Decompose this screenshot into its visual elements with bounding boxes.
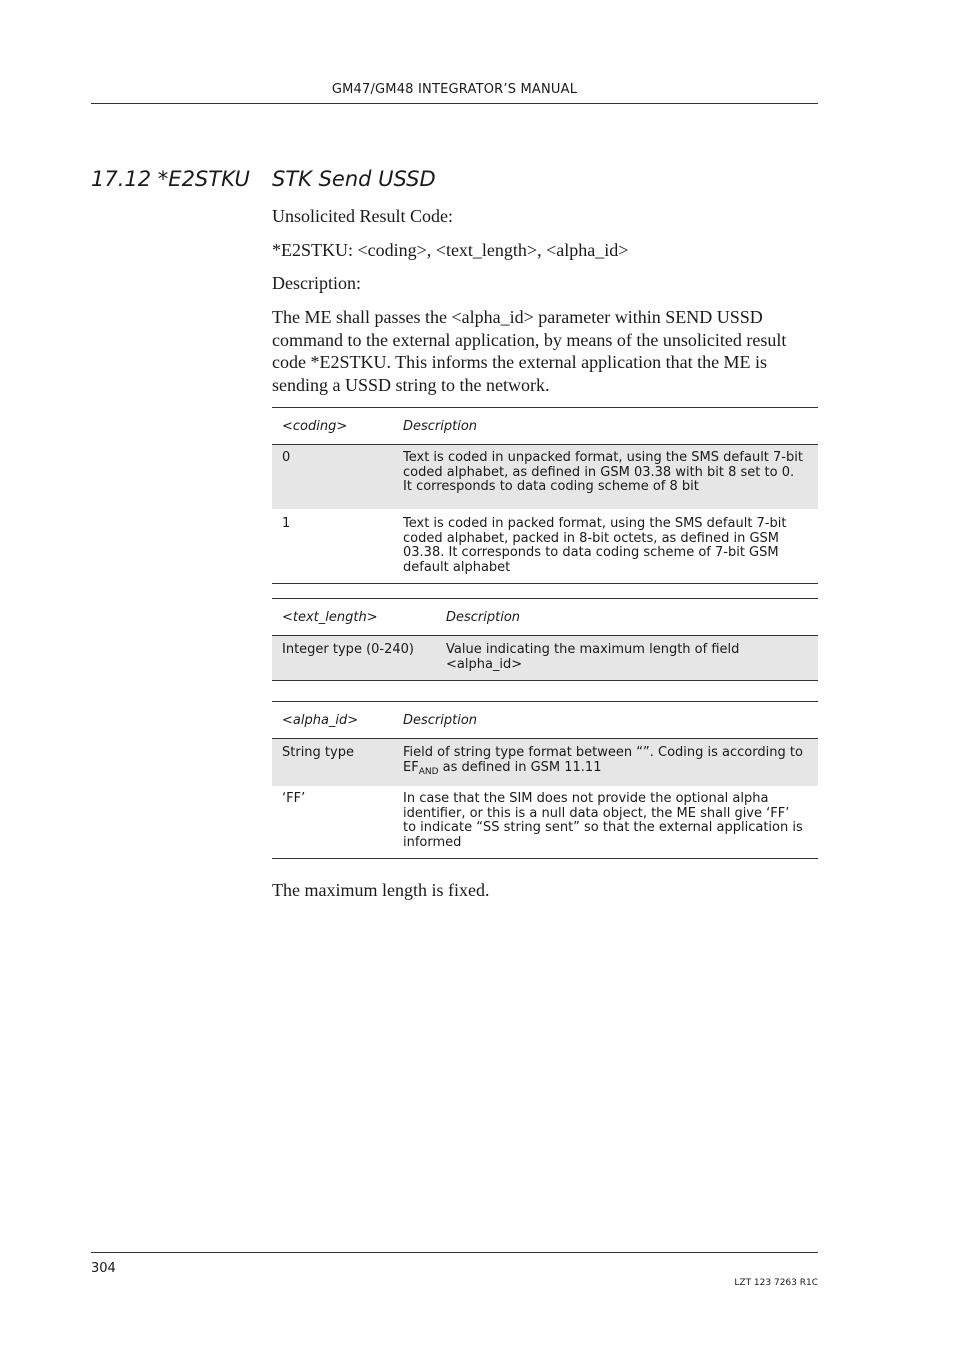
- alpha-id-table: [272, 701, 818, 859]
- document-id: LZT 123 7263 R1C: [734, 1278, 818, 1288]
- cell-value: 1: [282, 516, 291, 531]
- text-length-table: [272, 598, 818, 681]
- running-header: GM47/GM48 INTEGRATOR’S MANUAL: [331, 82, 578, 97]
- header-description: Description: [403, 712, 478, 728]
- cell-value: 0: [282, 450, 291, 465]
- table-row: [272, 636, 818, 680]
- cell-value: Integer type (0-240): [282, 642, 414, 657]
- header-param: <alpha_id>: [282, 712, 359, 728]
- urc-label: Unsolicited Result Code:: [272, 206, 453, 226]
- description-paragraph: The ME shall passes the <alpha_id> parameter within SEND USSD command to the external application, by means of the unsolicited result code *E2STKU. This informs the external application that the ME is sending a USSD string to the network.: [272, 307, 787, 395]
- cell-value: String type: [282, 745, 354, 760]
- ef-subscript: AND: [418, 766, 439, 777]
- description-label: Description:: [272, 273, 361, 293]
- header-description: Description: [403, 418, 478, 434]
- table-row: [272, 445, 818, 509]
- table-header: [272, 702, 818, 739]
- table-row: [272, 739, 818, 786]
- header-description: Description: [446, 609, 521, 625]
- table-header: [272, 599, 818, 636]
- table-row: [272, 509, 818, 583]
- page-number: 304: [91, 1261, 116, 1276]
- header-rule: [91, 103, 818, 104]
- header-param: <text_length>: [282, 609, 378, 625]
- section-number: 17.12 *E2STKU: [91, 167, 250, 191]
- cell-value: ‘FF’: [282, 791, 306, 806]
- section-title: STK Send USSD: [272, 167, 436, 191]
- closing-paragraph: The maximum length is fixed.: [272, 880, 490, 900]
- cell-description: In case that the SIM does not provide the optional alpha identifier, or this is a null data object, the ME shall give ‘FF’ to indicate “SS string sent” so that the external application is informed: [403, 791, 803, 850]
- cell-description: Text is coded in packed format, using the SMS default 7-bit coded alphabet, packed in 8-bit octets, as defined in GSM 03.38. It corresponds to data coding scheme of 7-bit GSM default alphabet: [403, 516, 787, 575]
- table-row: [272, 786, 818, 858]
- cell-description: Field of string type format between “”. Coding is according to $EF_{AND}$ as defined in GSM 11.11: [403, 745, 803, 777]
- cell-description: Value indicating the maximum length of field <alpha_id>: [446, 642, 740, 672]
- header-param: <coding>: [282, 418, 348, 434]
- cell-description: Text is coded in unpacked format, using the SMS default 7-bit coded alphabet, as defined in GSM 03.38 with bit 8 set to 0. It corresponds to data coding scheme of 8 bit: [403, 450, 803, 494]
- urc-syntax: *E2STKU: <coding>, <text_length>, <alpha_id>: [272, 240, 629, 260]
- footer-rule: [91, 1252, 818, 1253]
- coding-table: [272, 407, 818, 584]
- table-header: [272, 408, 818, 445]
